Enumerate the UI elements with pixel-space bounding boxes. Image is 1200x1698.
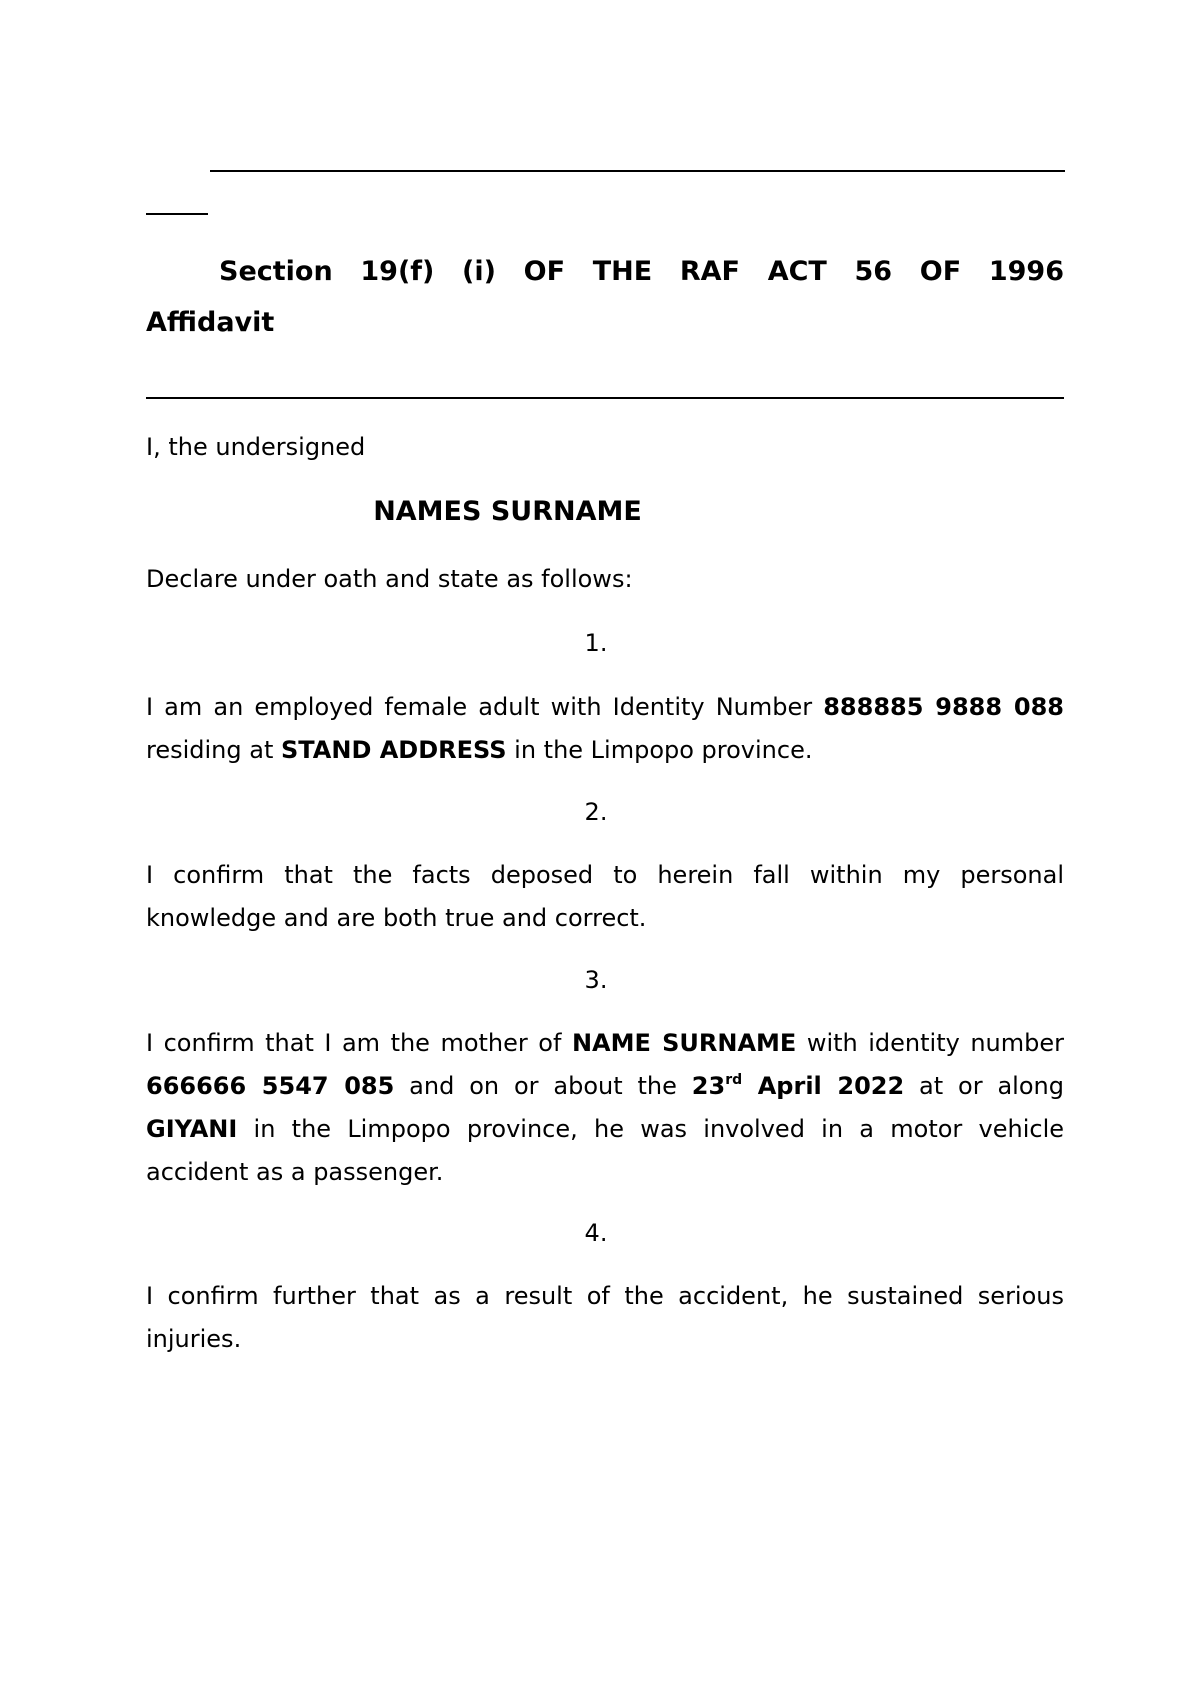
identity-number: 888885 9888 088: [823, 693, 1064, 721]
title-word: ACT: [767, 256, 827, 287]
paragraph-1-text: residing at: [146, 736, 281, 764]
document-title: [146, 246, 1064, 348]
paragraph-3-text: with identity number: [796, 1029, 1065, 1057]
title-word: OF: [919, 256, 962, 287]
title-divider-line: [146, 397, 1064, 399]
child-identity-number: 666666 5547 085: [146, 1072, 395, 1100]
deponent-name: NAMES SURNAME: [373, 496, 642, 527]
paragraph-2: I confirm that the facts deposed to herein fall within my personal knowledge and are both true and correct.: [146, 861, 1064, 932]
paragraph-4: I confirm further that as a result of the accident, he sustained serious injuries.: [146, 1282, 1064, 1353]
paragraph-3-text: in the Limpopo province, he was involved in a motor vehicle accident as a passenger.: [146, 1115, 1064, 1186]
paragraph-number-2: 2.: [584, 798, 608, 826]
child-name: NAME SURNAME: [571, 1029, 797, 1057]
paragraph-3: [146, 1022, 1064, 1194]
intro-text: I, the undersigned: [146, 433, 366, 461]
title-word: (i): [462, 256, 496, 287]
title-word: RAF: [679, 256, 741, 287]
title-line-1: [146, 246, 1064, 297]
stand-address: STAND ADDRESS: [281, 736, 507, 764]
top-signature-line: [210, 170, 1065, 172]
paragraph-3-text: I confirm that I am the mother of: [146, 1029, 572, 1057]
title-word: THE: [592, 256, 653, 287]
title-word: 56: [854, 256, 893, 287]
title-word: OF: [523, 256, 566, 287]
paragraph-3-text: at or along: [904, 1072, 1064, 1100]
paragraph-number-3: 3.: [584, 966, 608, 994]
title-line-2: Affidavit: [146, 307, 275, 338]
paragraph-number-1: 1.: [584, 629, 608, 657]
top-signature-line-continuation: [146, 213, 208, 215]
paragraph-1-text: I am an employed female adult with Identity Number: [146, 693, 824, 721]
declaration-text: Declare under oath and state as follows:: [146, 565, 633, 593]
title-word: 19(f): [360, 256, 435, 287]
paragraph-1-text: in the Limpopo province.: [506, 736, 813, 764]
accident-day: 23: [691, 1072, 726, 1100]
title-word: 1996: [988, 256, 1064, 287]
paragraph-3-text: and on or about the: [394, 1072, 692, 1100]
accident-date: [692, 1072, 904, 1100]
accident-place: GIYANI: [146, 1115, 238, 1143]
accident-day-suffix: rd: [725, 1072, 743, 1088]
title-word: Section: [219, 256, 333, 287]
accident-month-year: April 2022: [742, 1072, 905, 1100]
paragraph-1: [146, 686, 1064, 772]
paragraph-number-4: 4.: [584, 1219, 608, 1247]
